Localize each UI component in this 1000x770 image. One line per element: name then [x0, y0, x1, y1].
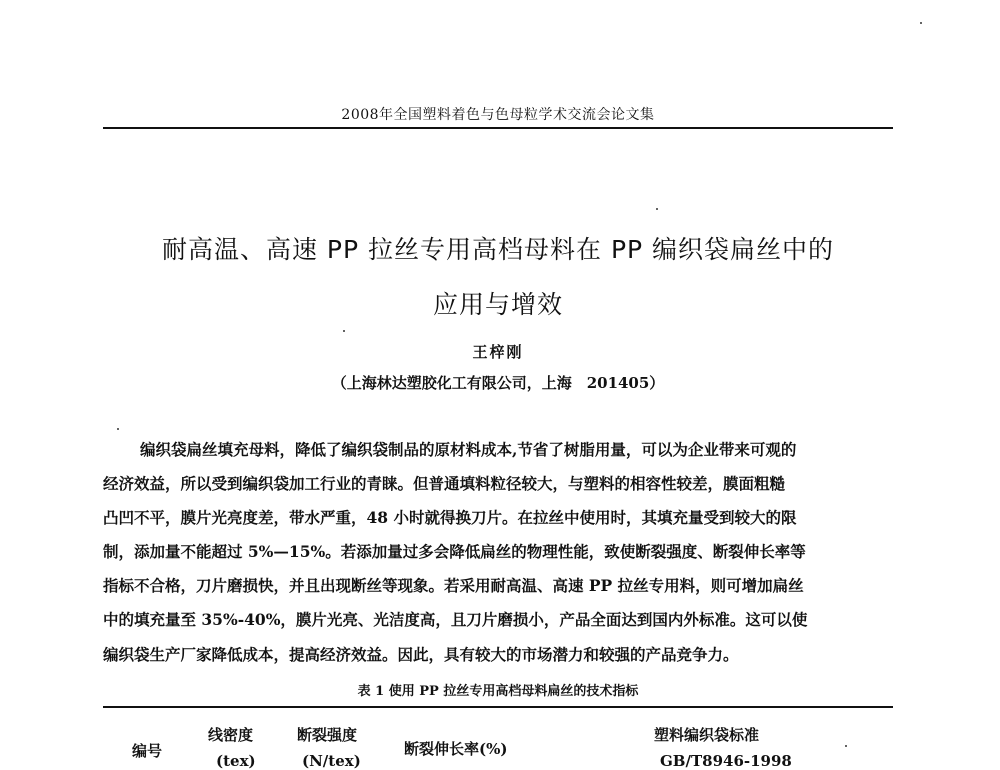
- table-header-breaking-strength: 断裂强度: [297, 726, 358, 744]
- body-text-line: 中的填充量至 35%-40%，膜片光亮、光洁度高，且刀片磨损小，产品全面达到国内外标准。这可以使: [103, 610, 808, 629]
- author-name: 王梓刚: [472, 343, 524, 361]
- scan-speck: [117, 428, 119, 430]
- body-text-line: 凸凹不平，膜片光亮度差，带水严重，48 小时就得换刀片。在拉丝中使用时，其填充量受到较大的限: [103, 508, 797, 527]
- paper-title-line-1: 耐高温、高速 PP 拉丝专用高档母料在 PP 编织袋扁丝中的: [161, 235, 835, 264]
- scan-speck: [920, 22, 922, 24]
- table-caption: 表 1 使用 PP 拉丝专用高档母料扁丝的技术指标: [357, 684, 639, 699]
- table-header-breaking-strength-unit: (N/tex): [302, 752, 361, 770]
- table-header-standard: 塑料编织袋标准: [654, 726, 760, 744]
- table-header-elongation: 断裂伸长率(%): [404, 740, 508, 758]
- body-text-line: 经济效益，所以受到编织袋加工行业的青睐。但普通填料粒径较大，与塑料的相容性较差，膜面粗糙: [103, 474, 786, 493]
- scan-speck: [343, 330, 345, 332]
- table-header-linear-density-unit: (tex): [216, 752, 256, 770]
- running-header: 2008年全国塑料着色与色母粒学术交流会论文集: [341, 107, 655, 123]
- table-header-linear-density: 线密度: [208, 726, 254, 744]
- author-affiliation: （上海林达塑胶化工有限公司，上海 201405）: [331, 374, 665, 392]
- body-text-line: 编织袋扁丝填充母料，降低了编织袋制品的原材料成本,节省了树脂用量，可以为企业带来可观的: [140, 440, 797, 459]
- table-top-rule: [103, 706, 893, 708]
- scan-speck: [845, 745, 847, 747]
- table-header-standard-code: GB/T8946-1998: [660, 752, 792, 770]
- body-text-line: 制，添加量不能超过 5%—15%。若添加量过多会降低扁丝的物理性能，致使断裂强度、断裂伸长率等: [103, 542, 806, 561]
- table-header-number: 编号: [132, 742, 163, 760]
- body-text-line: 指标不合格，刀片磨损快，并且出现断丝等现象。若采用耐高温、高速 PP 拉丝专用料，则可增加扁丝: [103, 576, 804, 595]
- header-rule: [103, 127, 893, 129]
- body-text-line: 编织袋生产厂家降低成本，提高经济效益。因此，具有较大的市场潜力和较强的产品竞争力。: [103, 645, 739, 664]
- scan-speck: [656, 208, 658, 210]
- paper-title-line-2: 应用与增效: [432, 290, 563, 319]
